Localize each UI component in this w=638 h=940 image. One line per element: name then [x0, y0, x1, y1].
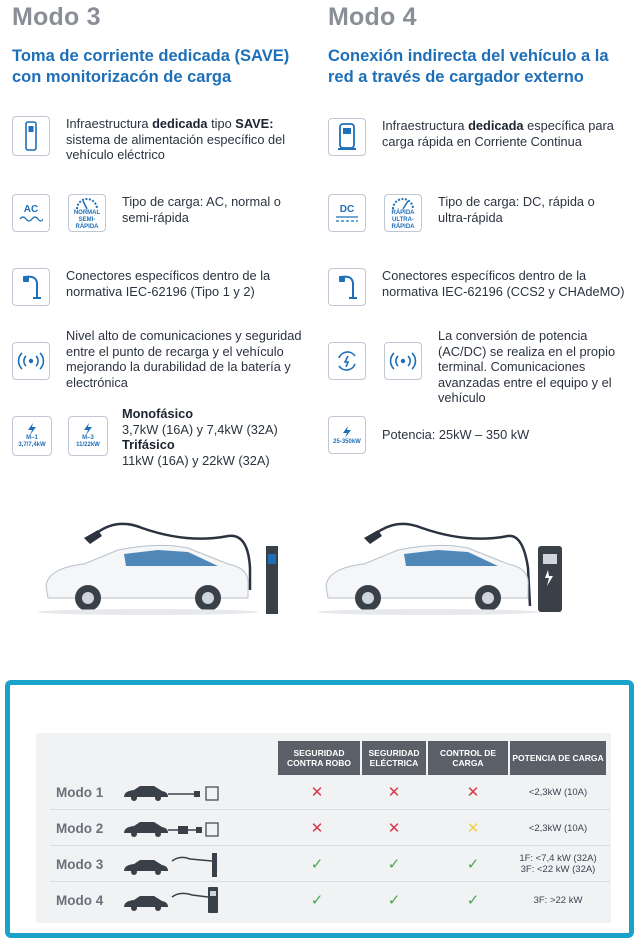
- modo4-subtitle-line1: Conexión indirecta del vehículo a la: [328, 47, 609, 65]
- ac-current-icon: [12, 194, 50, 232]
- row-mode2-label: Modo 2: [56, 821, 104, 836]
- modo3-infra-row: [12, 116, 306, 163]
- modo3-comms-row: [12, 328, 306, 390]
- comparison-table-frame: [5, 680, 634, 938]
- modo3-comms-text: Nivel alto de comunicaciones y seguridad entre el punto de recarga y el vehículo mejorando la durabilidad de la batería y electrónica: [66, 328, 302, 390]
- row-mode1-mark-control: ✕: [466, 784, 480, 801]
- modo4-subtitle-line2: red a través de cargador externo: [328, 68, 584, 86]
- power-range-badge-icon: [328, 416, 366, 454]
- tri-value: 11kW (16A) y 22kW (32A): [122, 452, 270, 468]
- m3-badge-top: M–3: [82, 435, 94, 441]
- modo3-subtitle-line2: con monitorizacón de carga: [12, 68, 232, 86]
- ac-icon-label: AC: [23, 203, 39, 215]
- modo3-power-text: [122, 406, 312, 468]
- modo3-charge-text: Tipo de carga: AC, normal o semi-rápida: [122, 194, 281, 225]
- modo3-connectors-text: Conectores específicos dentro de la normativa IEC-62196 (Tipo 1 y 2): [66, 268, 271, 299]
- modo4-infra-text: Infraestructura dedicada específica para carga rápida en Corriente Continua: [382, 118, 614, 149]
- modo4-power-text: Potencia: 25kW – 350 kW: [382, 427, 530, 442]
- modo4-title: Modo 4: [328, 3, 417, 31]
- dc-current-icon: [328, 194, 366, 232]
- modo4-charge-row: [328, 194, 608, 232]
- header-electric-safety: SEGURIDAD ELÉCTRICA: [362, 741, 426, 775]
- row-separator: [50, 881, 610, 882]
- modo4-connectors-row: [328, 268, 632, 306]
- row-mode2-mark-control: ✕: [466, 820, 480, 837]
- header-theft-security: SEGURIDAD CONTRA ROBO: [278, 741, 360, 775]
- row-mode1-label: Modo 1: [56, 785, 104, 800]
- row-mode4-mark-theft: ✓: [310, 892, 324, 909]
- modo4-conversion-row: [328, 328, 618, 406]
- row-mode3-power: 1F: <7,4 kW (32A) 3F: <22 kW (32A): [519, 853, 597, 875]
- header-charge-control: CONTROL DE CARGA: [428, 741, 508, 775]
- mode4-car-charger-icon: [120, 885, 220, 913]
- modo3-charge-row: [12, 194, 292, 232]
- rapid-speed-gauge-icon: [384, 194, 422, 232]
- tri-title: Trifásico: [122, 437, 175, 452]
- normal-speed-gauge-icon: [68, 194, 106, 232]
- modo4-connectors-text: Conectores específicos dentro de la normativa IEC-62196 (CCS2 y CHAdeMO): [382, 268, 625, 299]
- connector-plug-icon: [328, 268, 366, 306]
- m1-badge-top: M–1: [26, 435, 38, 441]
- modo3-subtitle: [12, 46, 322, 88]
- modo4-infra-row: [328, 118, 622, 156]
- modo4-conversion-text: La conversión de potencia (AC/DC) se realiza en el propio terminal. Comunicaciones avanzadas entre el equipo y el vehículo: [438, 328, 616, 405]
- fast-charger-icon: [328, 118, 366, 156]
- mode3-power-badge-icon: [68, 416, 108, 456]
- mode1-power-badge-icon: [12, 416, 52, 456]
- modo3-column: [12, 0, 322, 468]
- modo3-infra-text: Infraestructura dedicada tipo SAVE: sistema de alimentación específico del vehículo eléctrico: [66, 116, 286, 162]
- m1-badge-bottom: 3,7/7,4kW: [18, 442, 46, 448]
- dc-icon-label: DC: [339, 203, 355, 215]
- row-mode4-power: 3F: >22 kW: [533, 895, 583, 906]
- mode3-car-wallbox-icon: [120, 851, 220, 877]
- row-mode1-mark-theft: ✕: [310, 784, 324, 801]
- modo4-car-charging-illustration: [318, 508, 578, 618]
- modo3-car-charging-illustration: [38, 508, 298, 618]
- row-mode4-label: Modo 4: [56, 893, 104, 908]
- rapid-badge-label: RÁPIDA ULTRA-RÁPIDA: [391, 209, 415, 230]
- modo4-charge-text: Tipo de carga: DC, rápida o ultra-rápida: [438, 194, 595, 225]
- row-mode3-label: Modo 3: [56, 857, 104, 872]
- connector-plug-icon: [12, 268, 50, 306]
- modo3-subtitle-line1: Toma de corriente dedicada (SAVE): [12, 47, 290, 65]
- save-socket-icon: [12, 116, 50, 156]
- row-mode3-mark-control: ✓: [466, 856, 480, 873]
- row-mode1-mark-electric: ✕: [387, 784, 401, 801]
- mono-title: Monofásico: [122, 406, 194, 421]
- modo3-connectors-row: [12, 268, 306, 306]
- modo4-column: [328, 0, 638, 445]
- row-separator: [50, 809, 610, 810]
- row-mode3-mark-theft: ✓: [310, 856, 324, 873]
- normal-badge-label: NORMAL SEMI-RÁPIDA: [73, 209, 101, 230]
- row-separator: [50, 845, 610, 846]
- mode2-car-cable-icon: [120, 819, 220, 839]
- header-charge-power: POTENCIA DE CARGA: [510, 741, 606, 775]
- row-mode2-mark-electric: ✕: [387, 820, 401, 837]
- modo3-title: Modo 3: [12, 3, 101, 31]
- row-mode3-mark-electric: ✓: [387, 856, 401, 873]
- wireless-comms-icon: [12, 342, 50, 380]
- row-mode4-mark-electric: ✓: [387, 892, 401, 909]
- power-badge-label: 25-350kW: [333, 438, 361, 445]
- row-mode2-power: <2,3kW (10A): [528, 823, 588, 834]
- power-conversion-icon: [328, 342, 366, 380]
- row-mode1-power: <2,3kW (10A): [528, 787, 588, 798]
- mode1-car-plug-icon: [120, 783, 220, 803]
- mono-value: 3,7kW (16A) y 7,4kW (32A): [122, 421, 278, 437]
- modo4-subtitle: [328, 46, 638, 88]
- m3-badge-bottom: 11/22kW: [76, 442, 100, 448]
- wireless-comms-icon: [384, 342, 422, 380]
- row-mode2-mark-theft: ✕: [310, 820, 324, 837]
- row-mode4-mark-control: ✓: [466, 892, 480, 909]
- modo4-power-row: [328, 416, 582, 454]
- modo3-power-row: [12, 406, 312, 468]
